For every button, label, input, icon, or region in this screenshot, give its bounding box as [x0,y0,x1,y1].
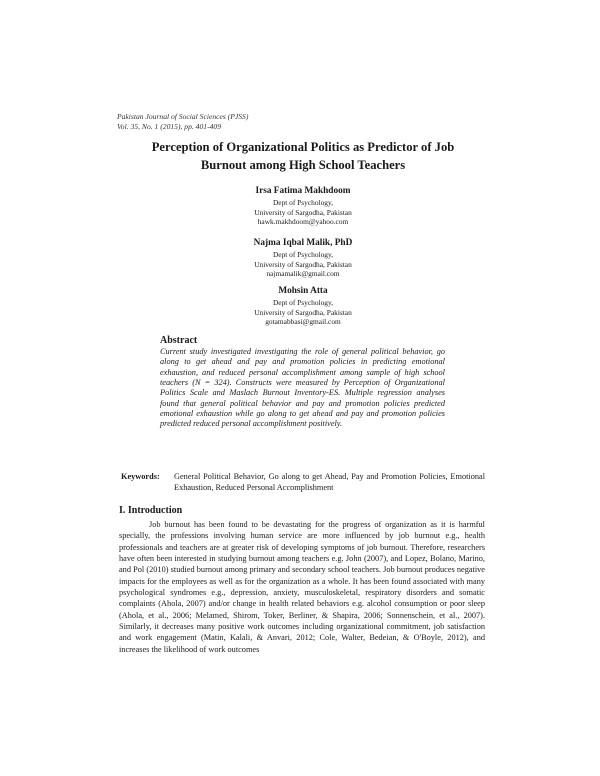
author-university: University of Sargodha, Pakistan [254,207,352,217]
introduction-paragraph: Job burnout has been found to be devastating for the progress of organization as it is harmful specially, the professions involving human service are more influenced by job burnout e.g., health professionals and teachers are at greater risk of developing symptoms of job burnout. Therefore, researchers have often been interested in studying burnout among teachers e.g. John (2007), and Lopez, Bolano, Marino, and Pol (2010) studied burnout among primary and secondary school teachers. Job burnout produces negative impacts for the employees as well as for the organization as a whole. It has been found associated with many psychological syndromes e.g., depression, anxiety, musculoskeletal, respiratory disorders and somatic complaints (Ahola, 2007) and/or change in health related behaviors e.g. alcohol consumption or poor sleep (Ahola, et al., 2006; Melamed, Shirom, Toker, Berliner, & Shapira, 2006; Sonnenschein, et al., 2007). Similarly, it decreases many positive work outcomes including organizational commitment, job satisfaction and work engagement (Matin, Kalali, & Anvari, 2012; Cole, Walter, Bedeian, & O'Boyle, 2012), and increases the likelihood of work outcomes [119,520,485,654]
author-email: gotamabbasi@gmail.com [265,317,341,327]
author-name: Irsa Fatima Makhdoom [255,186,351,196]
abstract-text: Current study investigated investigating the role of general political behavior, go along to get ahead and pay and promotion policies in predicting emotional exhaustion, and reduced personal accomplishment among sample of high school teachers (N = 324). Constructs were measured by Perception of Organizational Politics Scale and Maslach Burnout Inventory-ES. Multiple regression analyses found that general political behavior and pay and promotion policies predicted emotional exhaustion while go along to get ahead and pay and promotion policies predicted reduced personal accomplishment positively. [160,347,445,429]
journal-citation: Vol. 35, No. 1 (2015), pp. 401-409 [117,122,221,131]
journal-name: Pakistan Journal of Social Sciences (PJSS) [117,112,249,121]
journal-header [117,112,248,132]
paper-title [120,139,486,174]
author-university: University of Sargodha, Pakistan [254,259,352,269]
author-email: najmamalik@gmail.com [266,269,340,279]
author-block-2 [150,237,456,279]
author-email: hawk.makhdoom@yahoo.com [257,217,349,227]
keywords-section [121,472,485,493]
abstract-heading: Abstract [160,335,198,346]
abstract-section [160,335,445,430]
author-university: University of Sargodha, Pakistan [254,307,352,317]
keywords-label: Keywords: [121,472,160,481]
introduction-body [119,519,485,655]
introduction-heading: I. Introduction [119,505,183,516]
author-name: Mohsin Atta [278,286,328,296]
keywords-text: General Political Behavior, Go along to get Ahead, Pay and Promotion Policies, Emotional Exhaustion, Reduced Personal Accomplishment [174,472,485,492]
author-block-1 [150,185,456,227]
author-dept: Dept of Psychology, [272,250,334,259]
title-line-1: Perception of Organizational Politics as Predictor of Job [151,140,455,154]
author-name: Najma Iqbal Malik, PhD [253,238,353,248]
author-dept: Dept of Psychology, [272,198,334,207]
title-line-2: Burnout among High School Teachers [200,157,406,172]
author-block-3 [150,285,456,327]
author-dept: Dept of Psychology, [272,298,334,307]
